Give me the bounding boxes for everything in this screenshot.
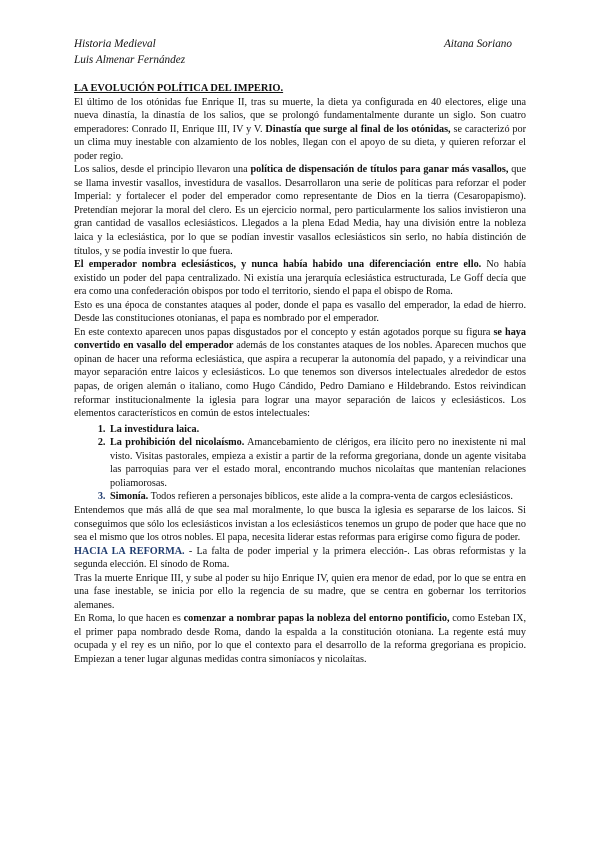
subject-label: Historia Medieval — [74, 38, 156, 50]
paragraph-9: En Roma, lo que hacen es comenzar a nombrar papas la nobleza del entorno pontificio, como Esteban IX, el primer papa nombrado desde Roma, dando la espalda a la constitución otoniana. La regente está muy ocupada y el rey es un niño, por lo que el contexto para el desarrollo de la reforma gregoriana es propicio. Empiezan a tener lugar algunas medidas contra simoníacos y nicolaítas. — [74, 613, 526, 665]
document-body — [74, 82, 526, 667]
list-item: 2. La prohibición del nicolaísmo. Amancebamiento de clérigos, era ilícito pero no inexistente ni mal visto. Visitas pastorales, empieza a existir a partir de la reforma gregoriana, donde un agente visitaba las parroquias para ver el estado moral, encontrando muchos nicolaítas que mantenían relaciones poliamorosas. — [108, 436, 526, 490]
page-header — [74, 36, 526, 68]
paragraph-3: El emperador nombra eclesiásticos, y nunca había habido una diferenciación entre ello. No había existido un poder del papa centralizado. Ni existía una jerarquía eclesiástica estructurada, Le Goff decía que era como una confederación obispos por todo el territorio, siendo el papa el obispo de Roma. — [74, 259, 526, 298]
author-right: Aitana Soriano — [443, 38, 512, 50]
paragraph-1: El último de los otónidas fue Enrique II, tras su muerte, la dieta ya configurada en 40 electores, elige una nueva dinastía, la dinastía de los salios, que se prolongó fundamentalmente durante un siglo. Son cuatro emperadores: Conrado II, Enrique III, IV y V. Dinastía que surge al final de los otónidas, se caracterizó por un clima muy inestable con alzamiento de los nobles, llegan con el apoyo de su dieta, y quieren reforzar el poder regio. — [74, 96, 526, 162]
paragraph-8: Tras la muerte Enrique III, y sube al poder su hijo Enrique IV, quien era menor de edad, por lo que se entra en una fase inestable, se inicia por ello la regencia de su madre, que se centra en gobernar los territorios alemanes. — [74, 572, 526, 611]
document-title: LA EVOLUCIÓN POLÍTICA DEL IMPERIO. — [74, 83, 284, 94]
paragraph-6: Entendemos que más allá de que sea mal moralmente, lo que busca la iglesia es separarse de los laicos. Si conseguimos que sólo los eclesiásticos invistan a los eclesiásticos tenemos un grupo de poder que hace que no sea el mismo que los otros nobles. El papa, necesita liderar estas reformas para erigirse como figura de poder. — [74, 504, 526, 544]
characteristics-list — [74, 423, 526, 504]
section-heading-reforma: HACIA LA REFORMA. - La falta de poder imperial y la primera elección-. Las obras reformistas y la segunda elección. El sínodo de Roma. — [74, 545, 526, 571]
list-item: 1. La investidura laica. — [108, 423, 526, 437]
paragraph-4: Esto es una época de constantes ataques al poder, donde el papa es vasallo del emperador, la edad de hierro. Desde las constituciones otonianas, el papa es nombrado por el emperador. — [74, 299, 526, 325]
paragraph-2: Los salios, desde el principio llevaron una política de dispensación de títulos para ganar más vasallos, que se llama investir vasallos, investidura de vasallos. Desarrollaron una serie de políticas para reforzar el poder Imperial: y fortalecer el poder del emperador como representante de Dios en la tierra (Cesaropapismo). Pretendían mejorar la moral del clero. Es un ejercicio normal, pero particularmente los salios invistieron una gran cantidad de vasallos eclesiásticos. Llegados a la plena Edad Media, hay una división entre la nobleza laica y la eclesiástica, por lo que se podían investir vasallos eclesiásticos sin serlo, no había distinción de títulos, y se podía investir lo que fuera. — [74, 164, 526, 257]
list-item: 3. Simonía. Todos refieren a personajes bíblicos, este alide a la compra-venta de cargos eclesiásticos. — [108, 490, 526, 504]
author-left: Luis Almenar Fernández — [74, 54, 186, 66]
paragraph-5: En este contexto aparecen unos papas disgustados por el concepto y están agotados porque su figura se haya convertido en vasallo del emperador además de los constantes ataques de los nobles. Aparecen muchos que opinan de hacer una reforma eclesiástica, que aspira a recuperar la autonomía del papado, y a reivindicar una mayor separación entre laicos y eclesiásticos. Lo que tenemos son diversos intelectuales alrededor de estos papas, de origen alemán o italiano, como Hugo Cándido, Pedro Damiano e Hildebrando. Estos reivindican reformar institucionalmente la iglesia para lograr una mayor separación de laicos y eclesiásticos. Los elementos característicos en común de estos intelectuales: — [74, 326, 527, 420]
